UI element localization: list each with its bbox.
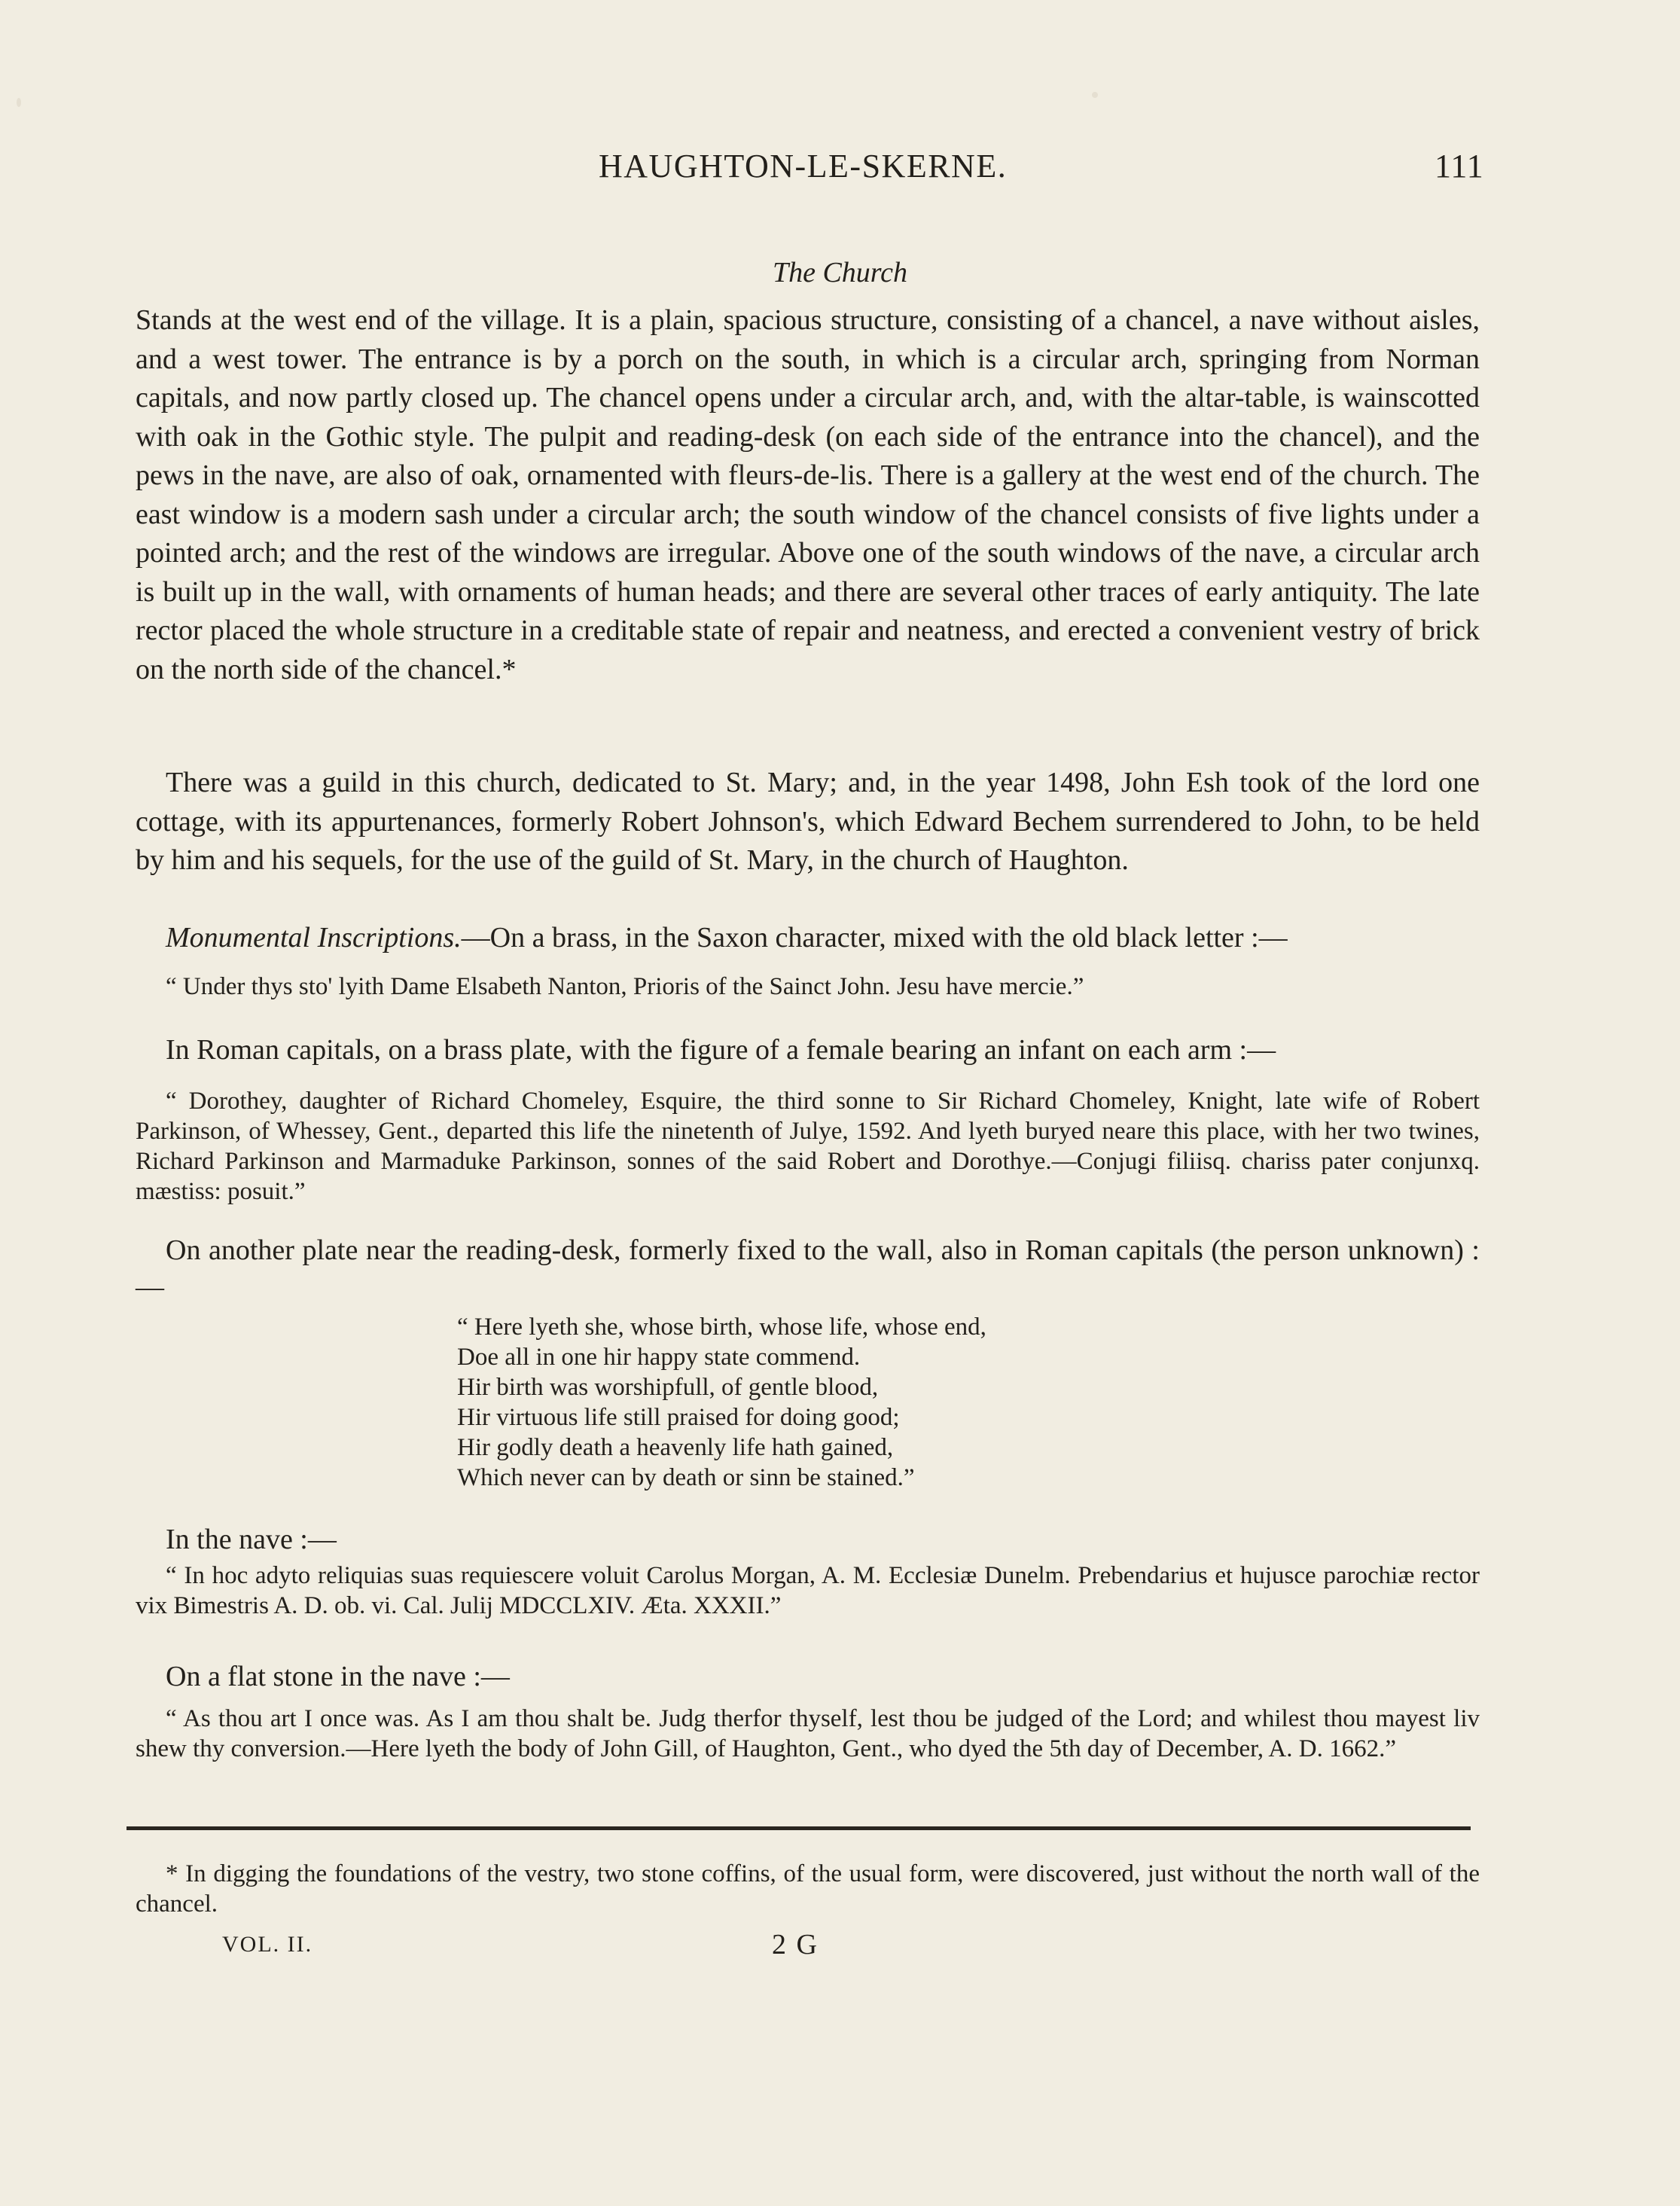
running-title: HAUGHTON-LE-SKERNE. (599, 148, 1008, 185)
footnote-rule (127, 1826, 1471, 1830)
paper-spot (1092, 92, 1098, 98)
signature-mark: 2 G (772, 1929, 819, 1960)
paper-spot (17, 98, 21, 107)
brass-intro: —On a brass, in the Saxon character, mixed with the old black letter :— (461, 922, 1288, 953)
poem-line: “ Here lyeth she, whose birth, whose life, whose end, (457, 1314, 986, 1341)
inscriptions-label: Monumental Inscriptions. (166, 922, 462, 953)
dorothey-inscription-quote: “ Dorothey, daughter of Richard Chomeley, Esquire, the third sonne to Sir Richard Chomeley, Knight, late wife of Robert Parkinson, of Whessey, Gent., departed this life the ninetenth of Julye, 1592. And lyeth buryed neare this place, with her two twines, Richard Parkinson and Marmaduke Parkinson, sonnes of the said Robert and Dorothye.—Conjugi filiisq. chariss pater conjunxq. mæstiss: posuit.” (136, 1088, 1480, 1205)
epitaph-poem (457, 1312, 1210, 1493)
monumental-inscriptions-paragraph (136, 919, 1480, 958)
roman-capitals-intro: In Roman capitals, on a brass plate, with the figure of a female bearing an infant on each arm :— (166, 1034, 1276, 1066)
poem-line: Hir virtuous life still praised for doing good; (457, 1404, 900, 1431)
volume-signature: VOL. II. (222, 1932, 313, 1957)
flat-stone-intro: On a flat stone in the nave :— (166, 1661, 510, 1692)
poem-line: Hir birth was worshipfull, of gentle blood, (457, 1374, 879, 1401)
poem-line: Which never can by death or sinn be stained.” (457, 1464, 915, 1491)
church-description-paragraph: Stands at the west end of the village. It is a plain, spacious structure, consisting of a chancel, a nave without aisles, and a west tower. The entrance is by a porch on the south, in which is a circular arch, springing from Norman capitals, and now partly closed up. The chancel opens under a circular arch, and, with the altar-table, is wainscotted with oak in the Gothic style. The pulpit and reading-desk (on each side of the entrance into the chancel), and the pews in the nave, are also of oak, ornamented with fleurs-de-lis. There is a gallery at the west end of the church. The east window is a modern sash under a circular arch; the south window of the chancel consists of five lights under a pointed arch; and the rest of the windows are irregular. Above one of the south windows of the nave, a circular arch is built up in the wall, with ornaments of human heads; and there are several other traces of early antiquity. The late rector placed the whole structure in a creditable state of repair and neatness, and erected a convenient vestry of brick on the north side of the chancel.* (136, 304, 1480, 685)
poem-line: Hir godly death a heavenly life hath gained, (457, 1434, 894, 1461)
morgan-inscription-quote: “ In hoc adyto reliquias suas requiescere voluit Carolus Morgan, A. M. Ecclesiæ Dunelm. Prebendarius et hujusce parochiæ rector vix Bimestris A. D. ob. vi. Cal. Julij MDCCLXIV. Æta. XXXII.” (136, 1562, 1480, 1619)
page-number: 111 (1435, 148, 1484, 185)
reading-desk-plate-intro: On another plate near the reading-desk, formerly fixed to the wall, also in Roman capitals (the person unknown) :— (136, 1234, 1480, 1303)
brass-inscription-quote: “ Under thys sto' lyith Dame Elsabeth Nanton, Prioris of the Sainct John. Jesu have mercie.” (166, 973, 1084, 1000)
poem-line: Doe all in one hir happy state commend. (457, 1344, 861, 1371)
nave-intro: In the nave :— (166, 1524, 337, 1555)
section-heading: The Church (772, 257, 908, 288)
footnote: * In digging the foundations of the vestry, two stone coffins, of the usual form, were discovered, just without the north wall of the chancel. (136, 1860, 1480, 1918)
gill-inscription-quote: “ As thou art I once was. As I am thou shalt be. Judg therfor thyself, lest thou be judged of the Lord; and whilest thou mayest liv shew thy conversion.—Here lyeth the body of John Gill, of Haughton, Gent., who dyed the 5th day of December, A. D. 1662.” (136, 1705, 1480, 1762)
guild-paragraph: There was a guild in this church, dedicated to St. Mary; and, in the year 1498, John Esh took of the lord one cottage, with its appurtenances, formerly Robert Johnson's, which Edward Bechem surrendered to John, to be held by him and his sequels, for the use of the guild of St. Mary, in the church of Haughton. (136, 767, 1480, 876)
